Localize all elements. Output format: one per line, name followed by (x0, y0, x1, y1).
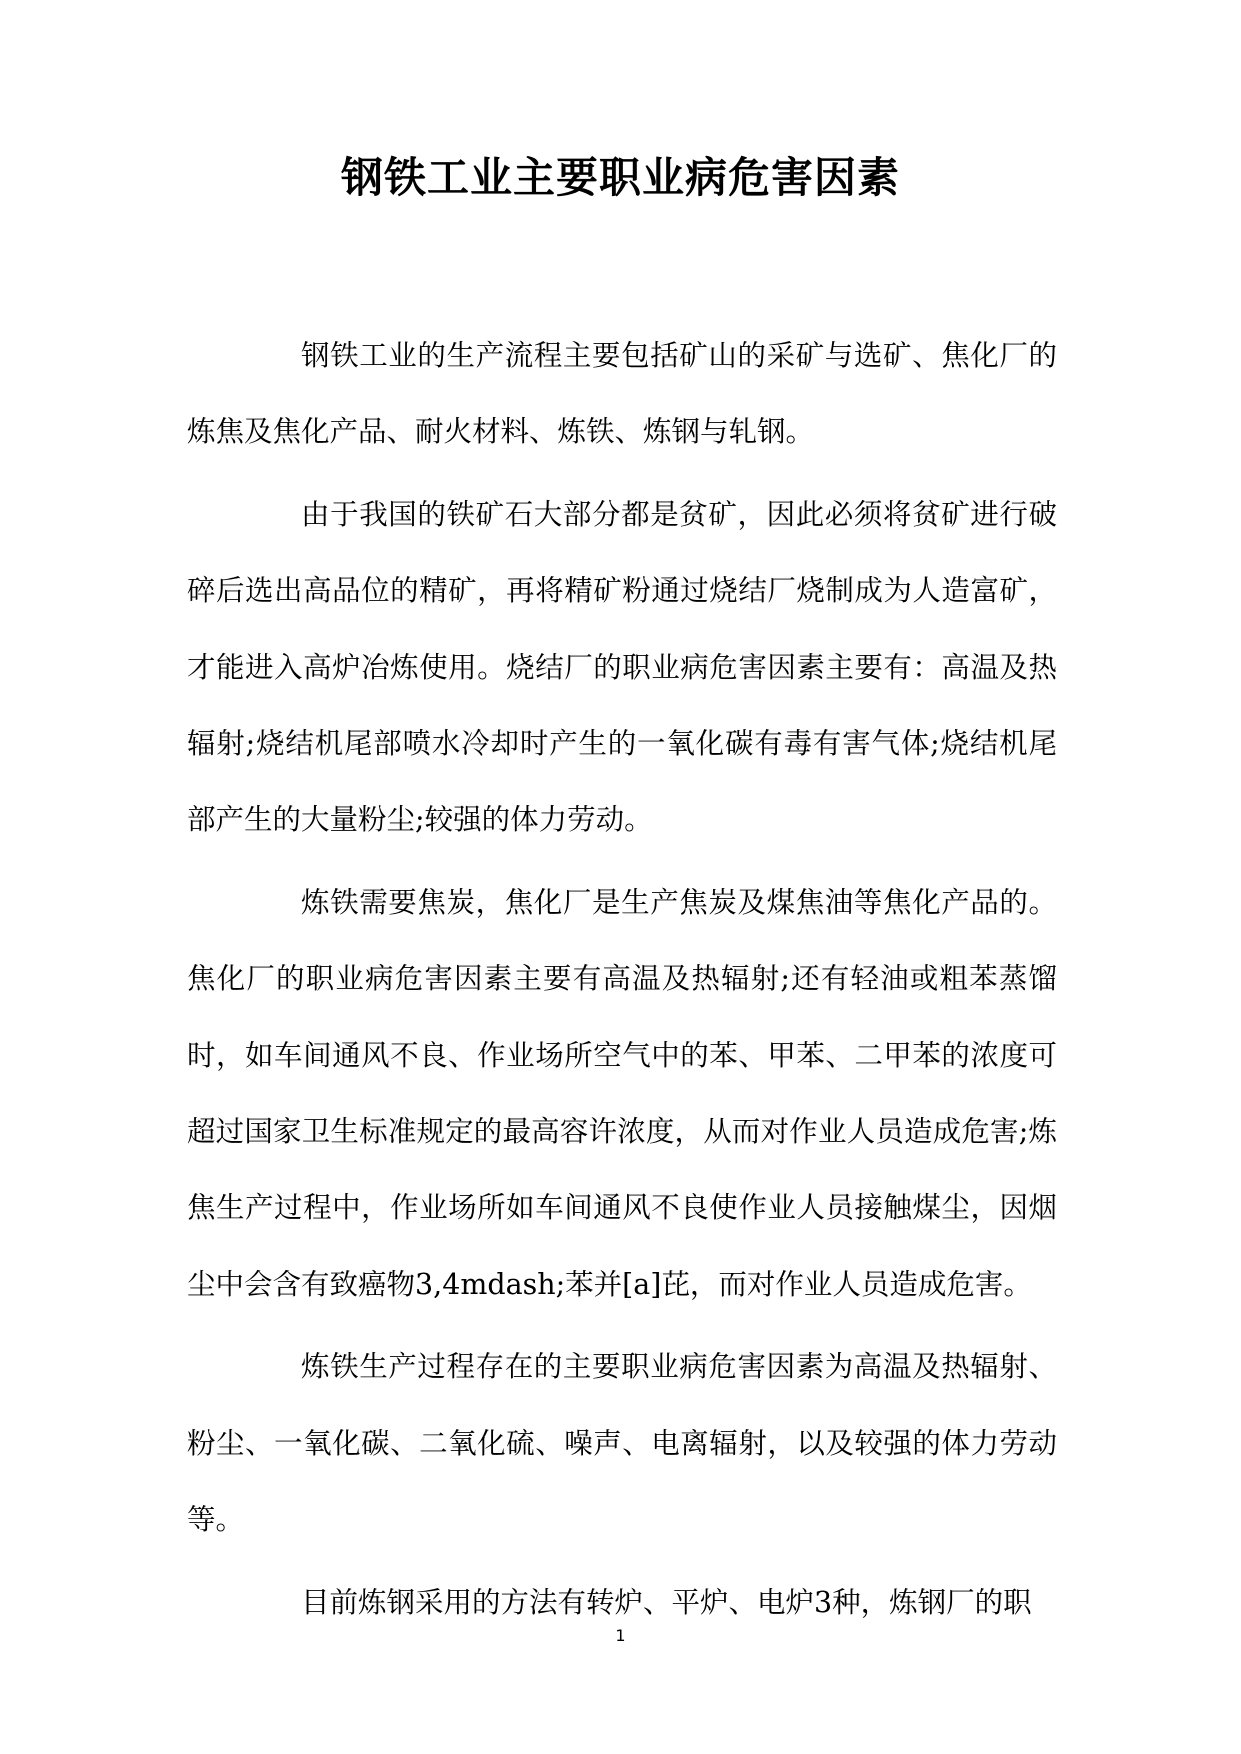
page-number: 1 (615, 1626, 626, 1645)
paragraph-steelmaking: 目前炼钢采用的方法有转炉、平炉、电炉3种，炼钢厂的职 (301, 1585, 1032, 1619)
paragraph-ironmaking: 炼铁生产过程存在的主要职业病危害因素为高温及热辐射、粉尘、一氧化碳、二氧化硫、噪声、电离辐射，以及较强的体力劳动等。 (187, 1350, 1057, 1537)
paragraph-overview: 钢铁工业的生产流程主要包括矿山的采矿与选矿、焦化厂的炼焦及焦化产品、耐火材料、炼铁、炼钢与轧钢。 (187, 339, 1057, 449)
paragraph-coking: 炼铁需要焦炭，焦化厂是生产焦炭及煤焦油等焦化产品的。焦化厂的职业病危害因素主要有高温及热辐射;还有轻油或粗苯蒸馏时，如车间通风不良、作业场所空气中的苯、甲苯、二甲苯的浓度可超过国家卫生标准规定的最高容许浓度，从而对作业人员造成危害;炼焦生产过程中，作业场所如车间通风不良使作业人员接触煤尘，因烟尘中会含有致癌物3,4mdash;苯并[a]芘，而对作业人员造成危害。 (187, 885, 1057, 1301)
document-body (187, 318, 1057, 1647)
paragraph-sintering: 由于我国的铁矿石大部分都是贫矿，因此必须将贫矿进行破碎后选出高品位的精矿，再将精矿粉通过烧结厂烧制成为人造富矿，才能进入高炉冶炼使用。烧结厂的职业病危害因素主要有：高温及热辐射;烧结机尾部喷水冷却时产生的一氧化碳有毒有害气体;烧结机尾部产生的大量粉尘;较强的体力劳动。 (187, 497, 1057, 837)
document-title: 钢铁工业主要职业病危害因素 (340, 153, 900, 202)
